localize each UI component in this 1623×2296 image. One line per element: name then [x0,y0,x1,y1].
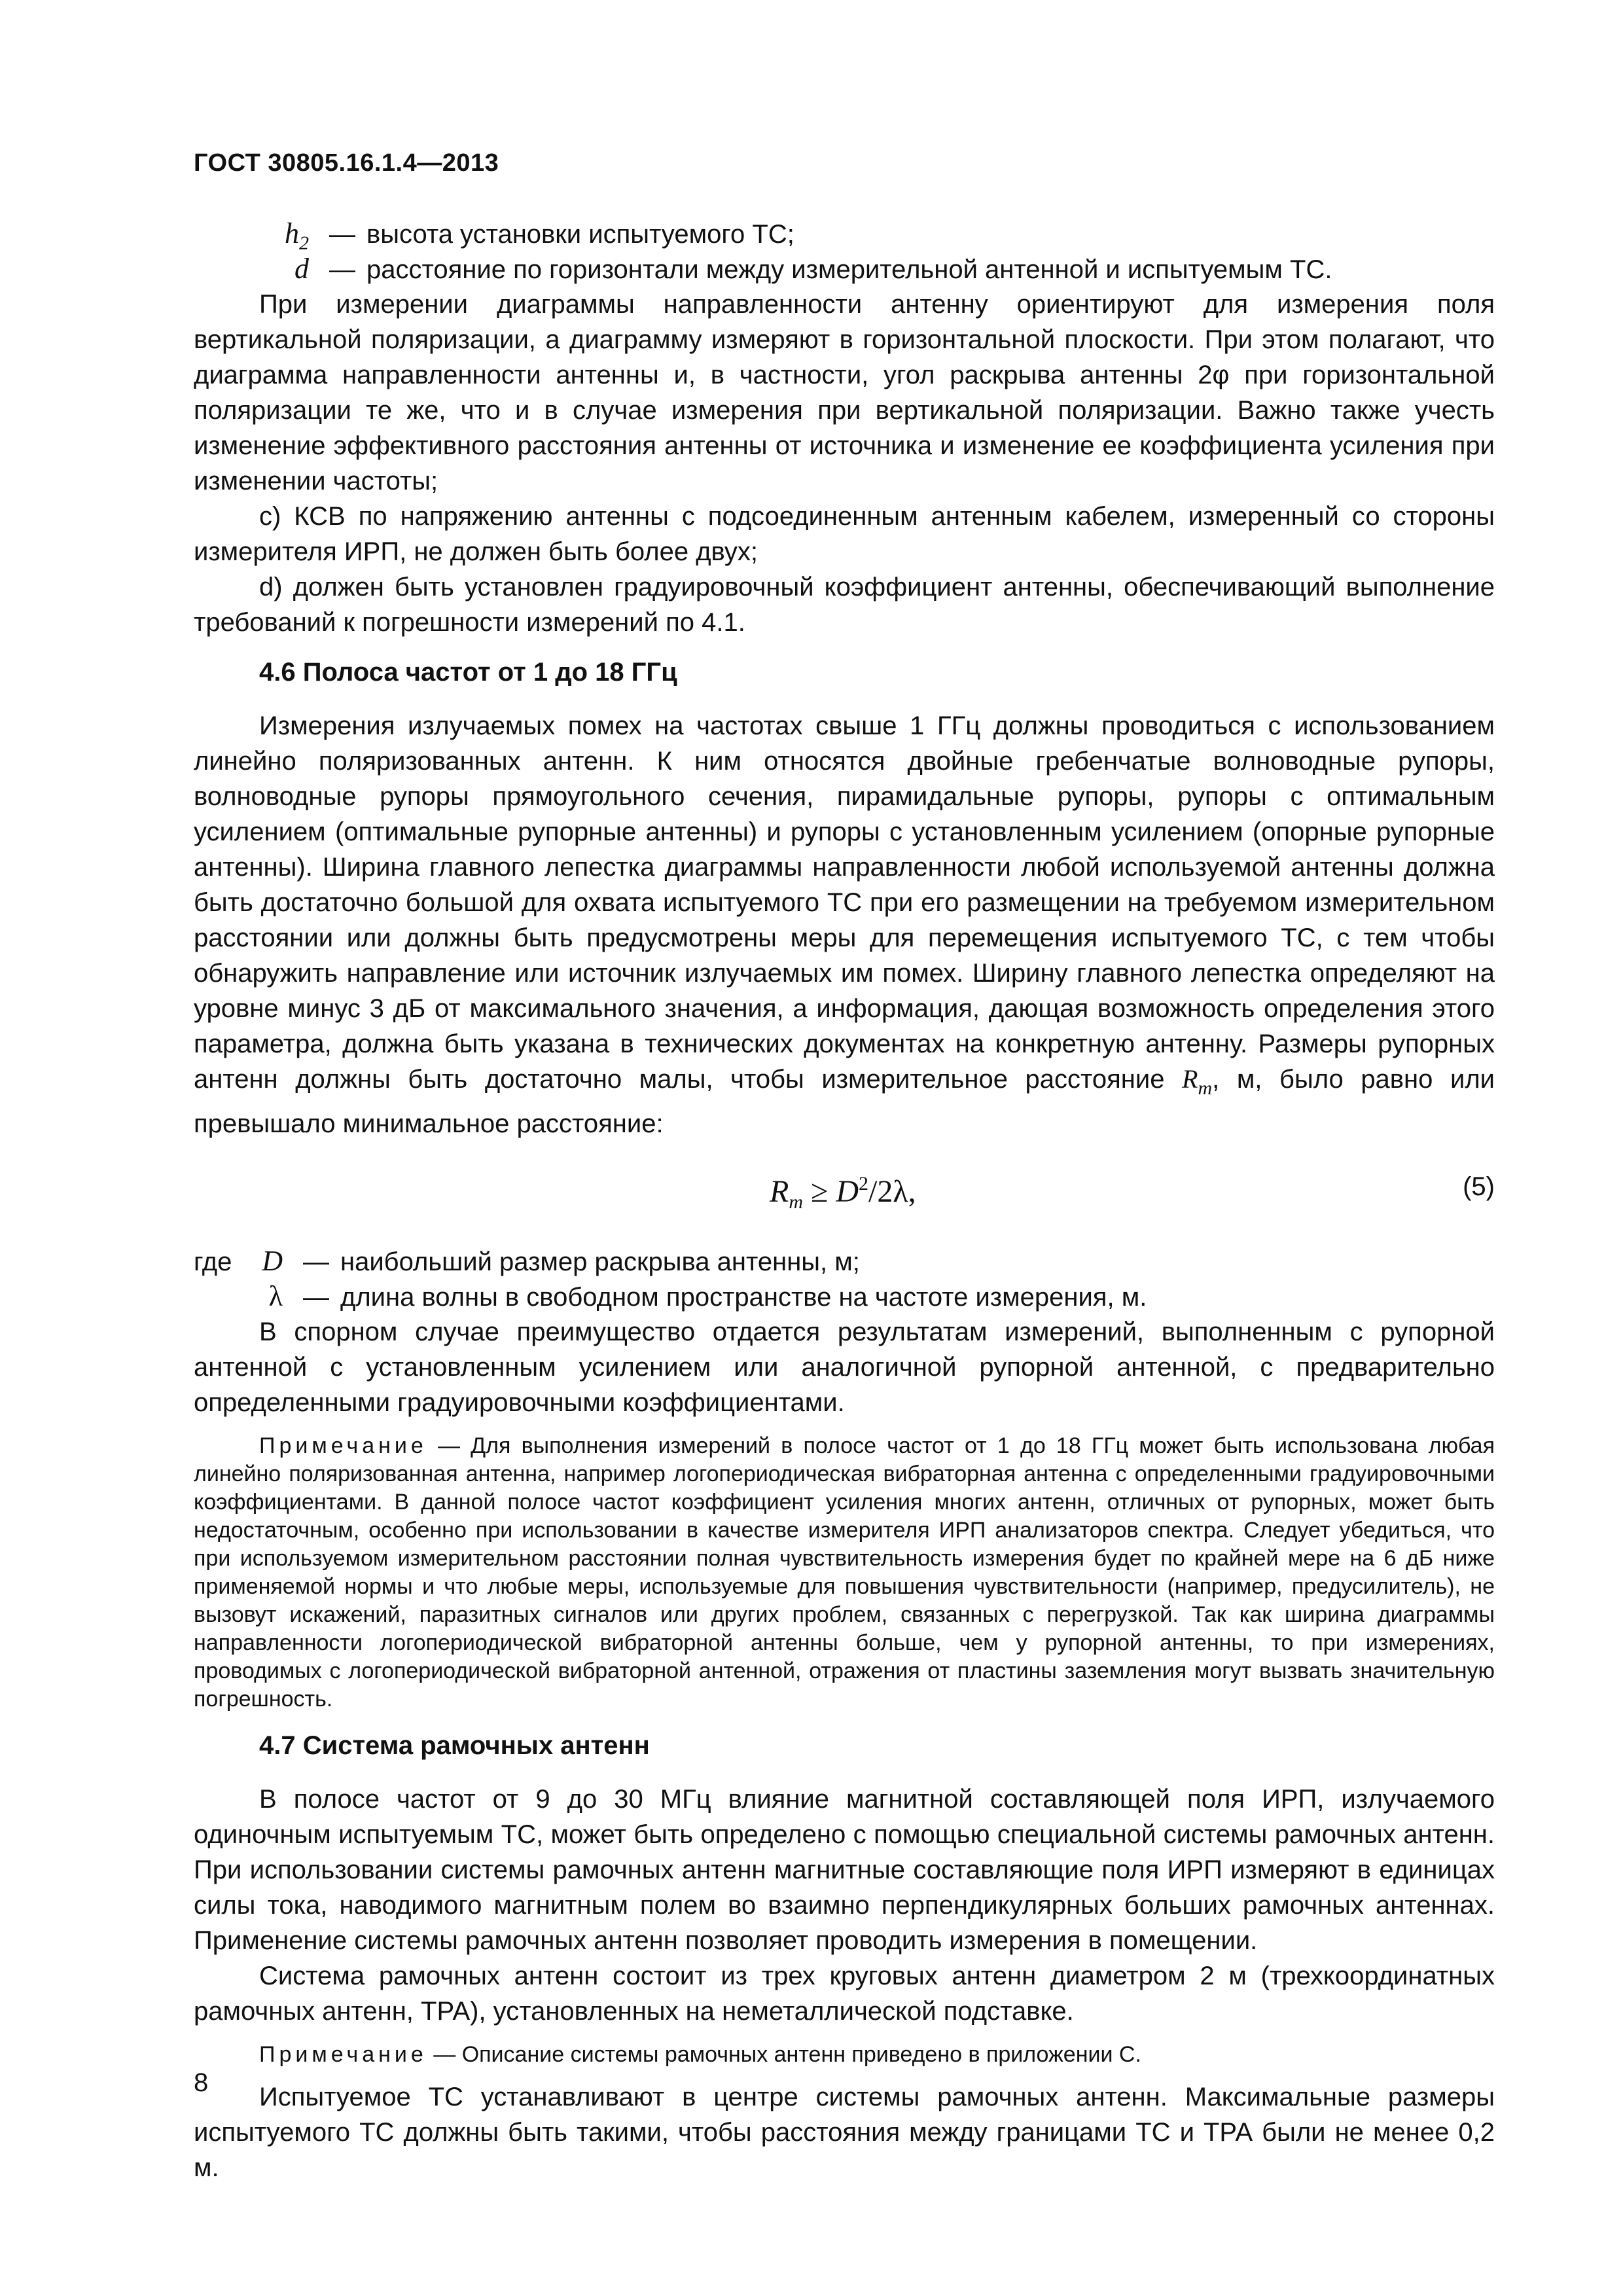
definition-d: d — расстояние по горизонтали между измерительной антенной и испытуемым ТС. [194,251,1495,287]
formula-expression: $R_m \ge D^2/2\lambda$, [770,1173,916,1213]
page-content [194,216,1495,2185]
definition-symbol: $h_2$ [285,217,309,254]
paragraph: Испытуемое ТС устанавливают в центре системы рамочных антенн. Максимальные размеры испытуемого ТС должны быть такими, чтобы расстояния между границами ТС и ТРА были не менее 0,2 м. [194,2083,1495,2182]
section-heading-4-7: 4.7 Система рамочных антенн [259,1731,650,1760]
variable-rm: $R_m$ [1182,1064,1213,1099]
section-heading-4-6: 4.6 Полоса частот от 1 до 18 ГГц [259,658,677,687]
note-label: Примечание [259,2042,427,2067]
definition-lambda: λ — длина волны в свободном пространстве на частоте измерения, м. [194,1279,1495,1314]
definition-text: высота установки испытуемого ТС; [366,220,794,249]
formula-5 [194,1156,1495,1219]
paragraph: Измерения излучаемых помех на частотах свыше 1 ГГц должны проводиться с использованием линейно поляризованных антенн. К ним относятся двойные гребенчатые волноводные рупоры, волноводные рупоры прямоугольного сечения, пирамидальные рупоры, рупоры с оптимальным усилением (оптимальные рупорные антенны) и рупоры с установленным усилением (опорные рупорные антенны). Ширина главного лепестка диаграммы направленности любой используемой антенны должна быть достаточно большой для охвата испытуемого ТС при его размещении на требуемом измерительном расстоянии или должны быть предусмотрены меры для перемещения испытуемого ТС, с тем чтобы обнаружить направление или источник излучаемых им помех. Ширину главного лепестка определяют на уровне минус 3 дБ от максимального значения, а информация, дающая возможность определения этого параметра, должна быть указана в технических документах на конкретную антенну. Размеры рупорных антенн должны быть достаточно малы, чтобы измерительное расстояние $R_m$, м, было равно или превышало минимальное расстояние: [194,711,1495,1138]
definition-symbol: D [262,1245,283,1277]
definition-text: наибольший размер раскрыва антенны, м; [340,1247,860,1276]
definition-symbol: λ [268,1280,283,1312]
definition-h2: $h_2$ — высота установки испытуемого ТС; [194,216,1495,251]
paragraph: В полосе частот от 9 до 30 МГц влияние магнитной составляющей поля ИРП, излучаемого одиночным испытуемым ТС, может быть определено с помощью специальной системы рамочных антенн. При использовании системы рамочных антенн магнитные составляющие поля ИРП измеряют в единицах силы тока, наводимого магнитным полем во взаимно перпендикулярных больших рамочных антеннах. Применение системы рамочных антенн позволяет проводить измерения в помещении. [194,1785,1495,1955]
where-label: где [194,1247,232,1276]
paragraph: Система рамочных антенн состоит из трех круговых антенн диаметром 2 м (трехкоординатных рамочных антенн, ТРА), установленных на неметаллической подставке. [194,1962,1495,2026]
paragraph-item-d: d) должен быть установлен градуировочный коэффициент антенны, обеспечивающий выполнение требований к погрешности измерений по 4.1. [194,573,1495,637]
definition-text: расстояние по горизонтали между измерительной антенной и испытуемым ТС. [366,255,1332,284]
note-4-6: Примечание — Для выполнения измерений в полосе частот от 1 до 18 ГГц может быть использована любая линейно поляризованная антенна, например логопериодическая вибраторная антенна с определенными градуировочными коэффициентами. В данной полосе частот коэффициент усиления многих антенн, отличных от рупорных, может быть недостаточным, особенно при использовании в качестве измерителя ИРП анализаторов спектра. Следует убедиться, что при используемом измерительном расстоянии полная чувствительность измерения будет по крайней мере на 6 дБ ниже применяемой нормы и что любые меры, используемые для повышения чувствительности (например, предусилитель), не вызовут искажений, паразитных сигналов или других проблем, связанных с перегрузкой. Так как ширина диаграммы направленности логопериодической вибраторной антенны больше, чем у рупорной антенны, то при измерениях, проводимых с логопериодической вибраторной антенной, отражения от пластины заземления могут вызвать значительную погрешность. [194,1433,1495,1712]
definition-D: где D — наибольший размер раскрыва антенны, м; [194,1244,1495,1279]
paragraph: В спорном случае преимущество отдается результатам измерений, выполненным с рупорной антенной с установленным усилением или аналогичной рупорной антенной, с предварительно определенными градуировочными коэффициентами. [194,1318,1495,1417]
page-number: 8 [194,2068,209,2097]
document-header: ГОСТ 30805.16.1.4—2013 [194,149,499,177]
formula-number: (5) [1463,1172,1495,1201]
paragraph: При измерении диаграммы направленности антенну ориентируют для измерения поля вертикальной поляризации, а диаграмму измеряют в горизонтальной плоскости. При этом полагают, что диаграмма направленности антенны и, в частности, угол раскрыва антенны 2φ при горизонтальной поляризации те же, что и в случае измерения при вертикальной поляризации. Важно также учесть изменение эффективного расстояния антенны от источника и изменение ее коэффициента усиления при изменении частоты; [194,290,1495,495]
note-4-7: Примечание — Описание системы рамочных антенн приведено в приложении С. [259,2042,1141,2067]
paragraph-item-c: c) КСВ по напряжению антенны с подсоединенным антенным кабелем, измеренный со стороны измерителя ИРП, не должен быть более двух; [194,502,1495,566]
definition-text: длина волны в свободном пространстве на частоте измерения, м. [340,1283,1147,1312]
definition-symbol: d [294,253,309,285]
note-label: Примечание [259,1433,427,1458]
